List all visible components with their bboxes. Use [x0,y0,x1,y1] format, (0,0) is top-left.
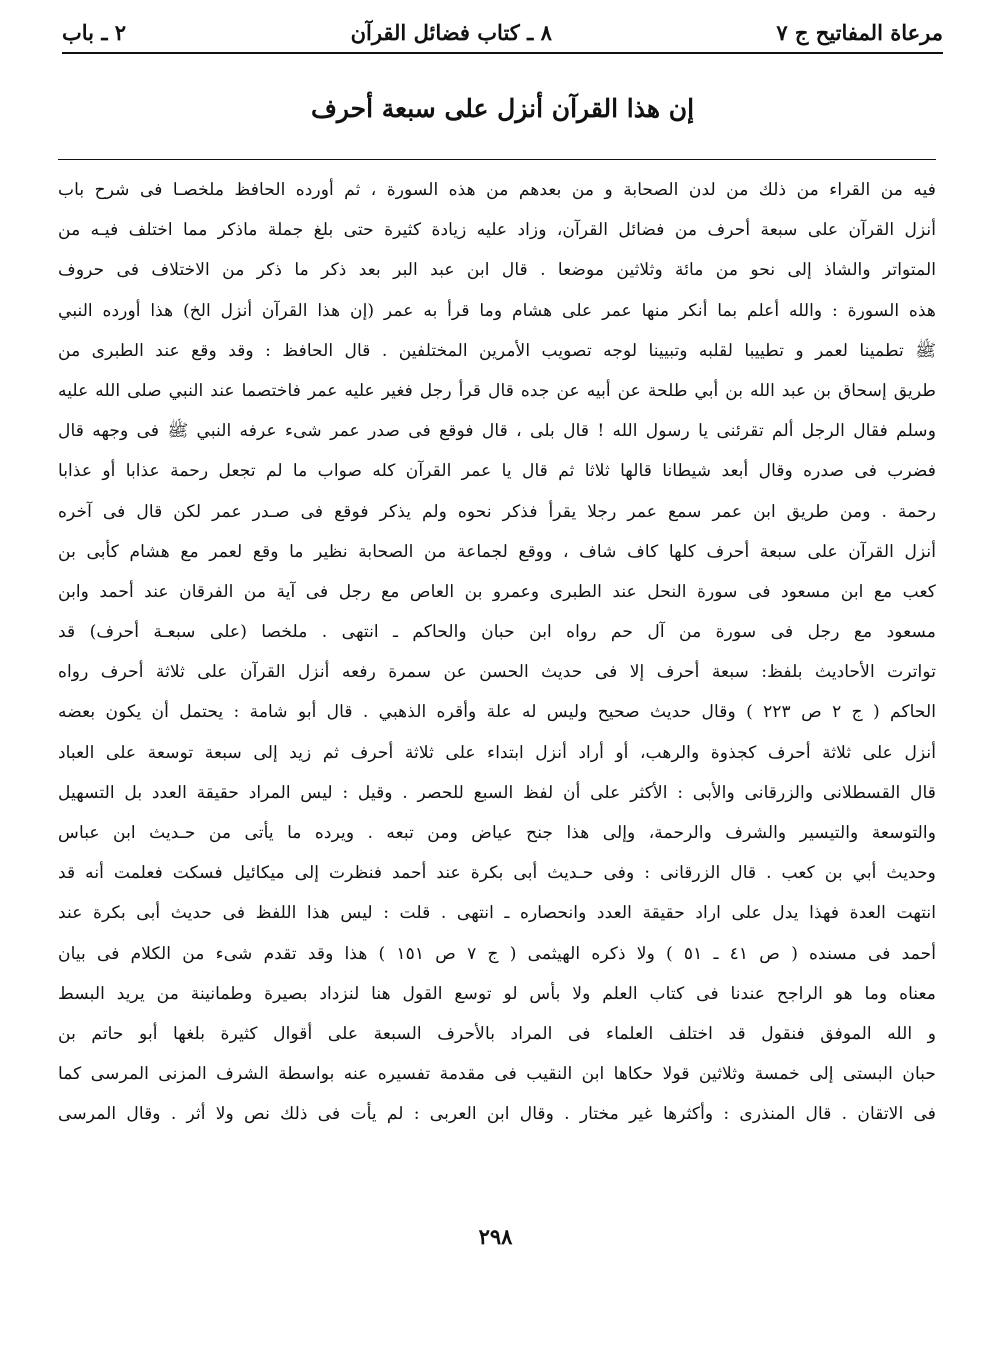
text-line: هذه السورة : والله أعلم بما أنكر منها عمر على هشام وما قرأ به عمر (إن هذا القرآن أنزل الخ) هذا أورده النبي [58,300,936,321]
text-line: تواترت الأحاديث بلفظ: سبعة أحرف إلا فى حديث الحسن عن سمرة رفعه أنزل القرآن على ثلاثة أحرف رواه [58,662,936,683]
text-line: أنزل على ثلاثة أحرف كجذوة والرهب، أو أراد أنزل ابتداء على ثلاثة أحرف ثم زيد إلى سبعة توسعة على العباد [58,742,936,763]
text-line: الحاكم ( ج ٢ ص ٢٢٣ ) وقال حديث صحيح وليس له علة وأقره الذهبي . قال أبو شامة : يحتمل أن يكون بعضه [58,702,936,723]
text-line: أنزل القرآن على سبعة أحرف من فضائل القرآن، وزاد عليه زيادة كثيرة حتى بلغ جملة ماذكر مما اختلف فيـه من [58,220,936,241]
text-line: وحديث أبي بن كعب . قال الزرقانى : وفى حـديث أبى بكرة عند أحمد فنظرت إلى ميكائيل فسكت فعلمت أنه قد [58,863,936,884]
text-line: فضرب فى صدره وقال أبعد شيطانا قالها ثلاثا ثم قال يا عمر القرآن كله صواب ما لم تجعل رحمة عذابا أو عذابا [58,461,936,482]
text-line: انتهت العدة فهذا يدل على اراد حقيقة العدد وانحصاره ـ انتهى . قلت : ليس هذا اللفظ فى حديث أبى بكرة عند [58,903,936,924]
header-book-title: ٨ ـ كتاب فضائل القرآن [350,19,552,45]
text-line: حبان البستى إلى خمسة وثلاثين قولا حكاها ابن النقيب فى مقدمة تفسيره عنه بواسطة الشرف المزنى المرسى كما [58,1064,936,1085]
header-chapter-number: ٢ ـ باب [62,19,127,45]
page-number: ٢٩٨ [478,1224,513,1249]
text-line: كعب مع ابن مسعود فى سورة النحل عند الطبرى وعمرو بن العاص مع رجل فى آية من الفرقان عند أحمد وابن [58,581,936,602]
running-header [62,12,943,54]
chapter-heading: إن هذا القرآن أنزل على سبعة أحرف [310,94,695,123]
text-line: قال القسطلانى والزرقانى والأبى : الأكثر على أن لفظ السبع للحصر . وقيل : ليس المراد حقيقة العدد بل التسهيل [58,782,936,803]
text-line: معناه وما هو الراجح عندنا فى كتاب العلم ولا بأس لو توسع القول هنا لنزداد بصيرة وطمانينة من يريد البسط [58,983,936,1004]
heading-divider [58,159,936,160]
body-text [58,170,936,1135]
text-line: مسعود مع رجل فى سورة من آل حم رواه ابن حبان والحاكم ـ انتهى . ملخصا (على سبعـة أحرف) قد [58,622,936,643]
text-line: فى الاتقان . قال المنذرى : وأكثرها غير مختار . وقال ابن العربى : لم يأت فى ذلك نص ولا أثر . وقال المرسى [58,1104,936,1125]
text-line: والتوسعة والتيسير والشرف والرحمة، وإلى هذا جنح عياض ومن تبعه . ويرده ما يأتى من حـديث ابن عباس [58,823,936,843]
header-volume-title: مرعاة المفاتيح ج ٧ [776,19,943,45]
text-line: وسلم فقال الرجل ألم تقرئنى يا رسول الله ! قال بلى ، قال فوقع فى صدر عمر شىء عرفه النبي ﷺ فى وجهه قال [58,421,936,442]
text-line: أحمد فى مسنده ( ص ٤١ ـ ٥١ ) ولا ذكره الهيثمى ( ج ٧ ص ١٥١ ) هذا وقد تقدم شىء من الكلام فى بيان [58,943,936,964]
text-line: أنزل القرآن على سبعة أحرف كلها كاف شاف ، ووقع لجماعة من الصحابة نظير ما وقع لعمر مع هشام كأبى بن [58,541,936,562]
text-line: طريق إسحاق بن عبد الله بن أبي طلحة عن أبيه عن جده قال قرأ رجل فغير عليه عمر فاختصما عند النبي صلى الله عليه [58,380,936,401]
text-line: ﷺ تطمينا لعمر و تطييبا لقلبه وتبيينا لوجه تصويب الأمرين المختلفين . قال الحافظ : وقد وقع عند الطبرى من [58,340,936,361]
text-line: و الله الموفق فنقول قد اختلف العلماء فى المراد بالأحرف السبعة على أقوال كثيرة بلغها أبو حاتم بن [58,1023,936,1044]
text-line: رحمة . ومن طريق ابن عمر سمع عمر رجلا يقرأ فذكر نحوه ولم يذكر فوقع فى صـدر عمر لكن قال فى آخره [58,501,936,522]
text-line: المتواتر والشاذ إلى نحو من مائة وثلاثين موضعا . قال ابن عبد البر بعد ذكر ما ذكر من الاختلاف فى حروف [58,260,936,281]
text-line: فيه من القراء من ذلك من لدن الصحابة و من بعدهم من هذه السورة ، ثم أورده الحافظ ملخصـا فى شرح باب [58,180,936,200]
